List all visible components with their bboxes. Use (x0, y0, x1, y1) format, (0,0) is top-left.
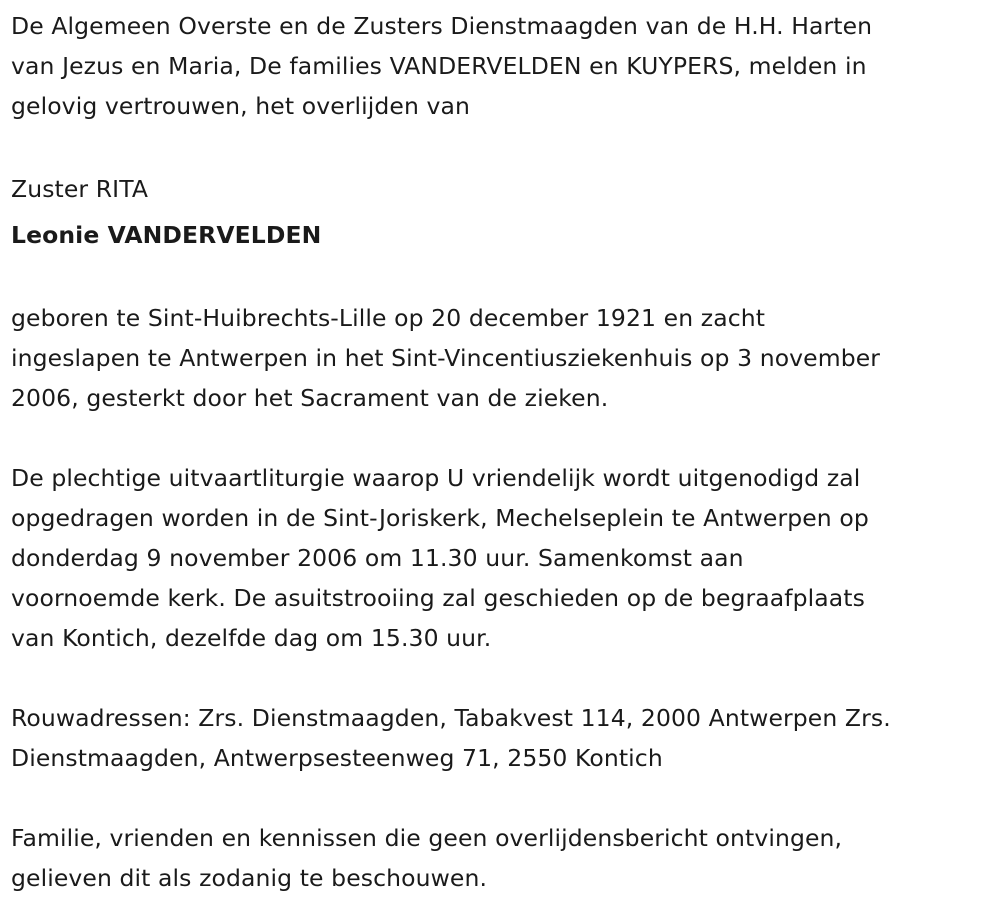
addresses-paragraph: Rouwadressen: Zrs. Dienstmaagden, Tabakvest 114, 2000 Antwerpen Zrs. Dienstmaagden, Antwerpsesteenweg 71, 2550 Kontich (11, 704, 891, 772)
birth-death-paragraph: geboren te Sint-Huibrechts-Lille op 20 december 1921 en zacht ingeslapen te Antwerpen in het Sint-Vincentiusziekenhuis op 3 november 2006, gesterkt door het Sacrament van de zieken. (11, 304, 881, 412)
spacer (11, 658, 996, 698)
religious-name: Zuster RITA (11, 175, 149, 203)
intro-paragraph: De Algemeen Overste en de Zusters Dienstmaagden van de H.H. Harten van Jezus en Maria, De families VANDERVELDEN en KUYPERS, melden in gelovig vertrouwen, het overlijden van (11, 12, 873, 120)
spacer (11, 126, 996, 166)
obituary-document (11, 6, 996, 898)
funeral-paragraph: De plechtige uitvaartliturgie waarop U vriendelijk wordt uitgenodigd zal opgedragen worden in de Sint-Joriskerk, Mechelseplein te Antwerpen op donderdag 9 november 2006 om 11.30 uur. Samenkomst aan voornoemde kerk. De asuitstrooiing zal geschieden op de begraafplaats van Kontich, dezelfde dag om 15.30 uur. (11, 464, 869, 652)
spacer (11, 778, 996, 818)
full-name: Leonie VANDERVELDEN (11, 221, 322, 249)
spacer (11, 258, 996, 298)
spacer (11, 418, 996, 458)
closing-paragraph: Familie, vrienden en kennissen die geen overlijdensbericht ontvingen, gelieven dit als zodanig te beschouwen. (11, 824, 843, 892)
